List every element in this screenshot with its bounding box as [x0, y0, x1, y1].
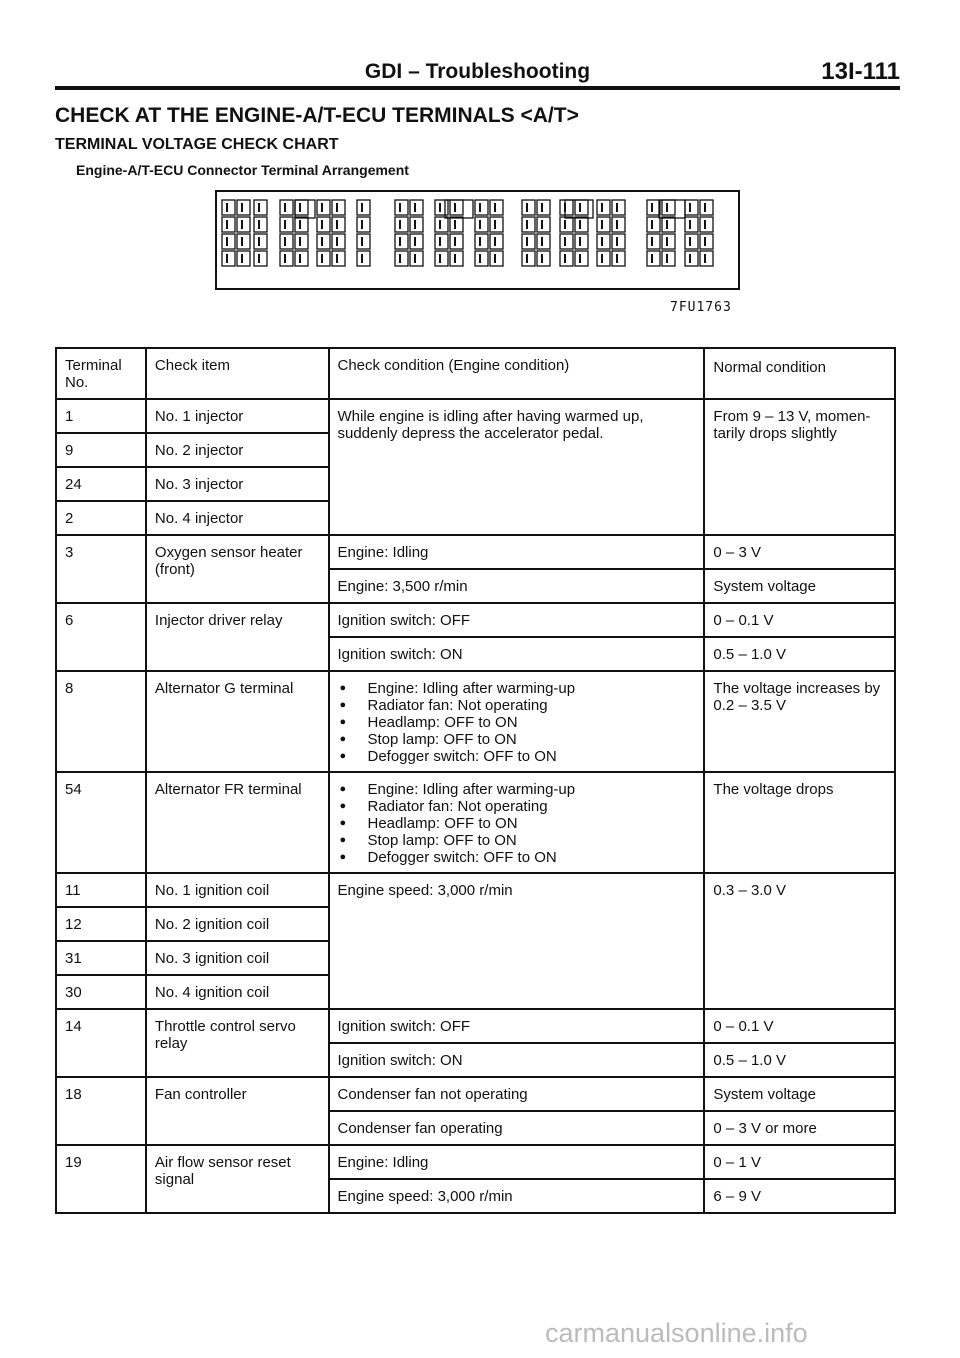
connector-pin	[395, 217, 408, 232]
connector-pin	[612, 217, 625, 232]
connector-pin	[537, 217, 550, 232]
connector-pin	[254, 200, 267, 215]
connector-pin	[522, 234, 535, 249]
normal-cell: 0 – 0.1 V	[704, 603, 895, 637]
connector-pin	[317, 200, 330, 215]
connector-pin	[560, 217, 573, 232]
table-header-row	[56, 348, 895, 399]
table-row	[56, 603, 895, 637]
table-row	[56, 772, 895, 873]
connector-pin	[254, 234, 267, 249]
connector-pin	[597, 251, 610, 266]
connector-pin	[222, 217, 235, 232]
item-cell: Fan controller	[146, 1077, 329, 1145]
connector-pin	[490, 217, 503, 232]
terminal-cell: 2	[56, 501, 146, 535]
condition-cell: Engine speed: 3,000 r/min	[329, 1179, 705, 1213]
connector-pin	[280, 251, 293, 266]
connector-pin	[490, 200, 503, 215]
connector-pin	[522, 217, 535, 232]
normal-cell: From 9 – 13 V, momen-tarily drops slightly	[704, 399, 895, 535]
table-row	[56, 1145, 895, 1179]
table-row	[56, 671, 895, 772]
normal-cell: System voltage	[704, 1077, 895, 1111]
connector-pin	[410, 234, 423, 249]
item-cell: Injector driver relay	[146, 603, 329, 671]
connector-pin	[647, 200, 660, 215]
connector-pin	[254, 217, 267, 232]
condition-bullet: ● Defogger switch: OFF to ON	[338, 849, 697, 866]
connector-pin	[317, 217, 330, 232]
connector-pin	[295, 234, 308, 249]
connector-pin	[612, 251, 625, 266]
table-row	[56, 873, 895, 907]
connector-pin	[357, 200, 370, 215]
terminal-cell: 1	[56, 399, 146, 433]
connector-pin	[295, 200, 308, 215]
condition-list	[338, 781, 697, 866]
connector-pin	[435, 234, 448, 249]
normal-cell: 0.3 – 3.0 V	[704, 873, 895, 1009]
condition-cell: While engine is idling after having warmed up, suddenly depress the accelerator pedal.	[329, 399, 705, 535]
connector-pin	[575, 234, 588, 249]
connector-pin	[522, 251, 535, 266]
header-check-item: Check item	[146, 348, 329, 399]
condition-bullet: ● Defogger switch: OFF to ON	[338, 748, 697, 765]
condition-cell	[329, 671, 705, 772]
connector-pin	[597, 234, 610, 249]
table-row	[56, 1009, 895, 1043]
connector-pin	[597, 200, 610, 215]
connector-pin	[410, 251, 423, 266]
connector-pin	[317, 251, 330, 266]
condition-cell	[329, 772, 705, 873]
terminal-cell: 24	[56, 467, 146, 501]
connector-pin	[700, 217, 713, 232]
table-row	[56, 535, 895, 569]
connector-pin	[450, 217, 463, 232]
connector-pin	[410, 200, 423, 215]
connector-pin	[685, 217, 698, 232]
condition-bullet: ● Engine: Idling after warming-up	[338, 781, 697, 798]
connector-pin	[662, 200, 675, 215]
connector-pin	[450, 200, 463, 215]
connector-pin	[662, 217, 675, 232]
connector-pin	[597, 217, 610, 232]
normal-cell: 0.5 – 1.0 V	[704, 1043, 895, 1077]
terminal-cell: 8	[56, 671, 146, 772]
normal-cell: 0 – 3 V or more	[704, 1111, 895, 1145]
terminal-cell: 11	[56, 873, 146, 907]
normal-cell: 0.5 – 1.0 V	[704, 637, 895, 671]
item-cell: Alternator G terminal	[146, 671, 329, 772]
connector-pin	[522, 200, 535, 215]
condition-cell: Engine: Idling	[329, 535, 705, 569]
section-title: CHECK AT THE ENGINE-A/T-ECU TERMINALS <A/T>	[55, 104, 579, 127]
connector-pin	[537, 234, 550, 249]
condition-cell: Ignition switch: OFF	[329, 1009, 705, 1043]
normal-cell: The voltage increases by 0.2 – 3.5 V	[704, 671, 895, 772]
connector-pin	[475, 234, 488, 249]
condition-cell: Condenser fan not operating	[329, 1077, 705, 1111]
item-cell: No. 3 ignition coil	[146, 941, 329, 975]
condition-bullet: ● Radiator fan: Not operating	[338, 798, 697, 815]
chart-title: TERMINAL VOLTAGE CHECK CHART	[55, 136, 339, 153]
terminal-cell: 54	[56, 772, 146, 873]
normal-cell: 0 – 1 V	[704, 1145, 895, 1179]
connector-pin	[662, 251, 675, 266]
item-cell: No. 3 injector	[146, 467, 329, 501]
header-normal-condition: Normal condition	[704, 348, 895, 399]
connector-pin	[700, 234, 713, 249]
connector-pin	[700, 251, 713, 266]
item-cell: No. 4 ignition coil	[146, 975, 329, 1009]
connector-pin	[410, 217, 423, 232]
connector-pin	[395, 200, 408, 215]
terminal-cell: 18	[56, 1077, 146, 1145]
connector-pin	[254, 251, 267, 266]
terminal-cell: 14	[56, 1009, 146, 1077]
condition-bullet: ● Stop lamp: OFF to ON	[338, 832, 697, 849]
connector-pin	[332, 217, 345, 232]
condition-bullet: ● Engine: Idling after warming-up	[338, 680, 697, 697]
connector-pin	[395, 251, 408, 266]
connector-pin	[222, 251, 235, 266]
connector-pin	[450, 251, 463, 266]
terminal-voltage-table	[55, 347, 896, 1214]
connector-pin	[560, 234, 573, 249]
page-header	[55, 58, 900, 90]
connector-pin	[685, 251, 698, 266]
connector-pin	[332, 234, 345, 249]
page-number: 13I-111	[821, 58, 900, 85]
item-cell: Alternator FR terminal	[146, 772, 329, 873]
connector-pin	[280, 200, 293, 215]
condition-bullet: ● Headlamp: OFF to ON	[338, 815, 697, 832]
connector-pin	[357, 251, 370, 266]
condition-cell: Ignition switch: ON	[329, 1043, 705, 1077]
condition-cell: Condenser fan operating	[329, 1111, 705, 1145]
terminal-cell: 12	[56, 907, 146, 941]
connector-pin	[700, 200, 713, 215]
connector-pin	[537, 251, 550, 266]
normal-cell: System voltage	[704, 569, 895, 603]
condition-list	[338, 680, 697, 765]
connector-pin	[450, 234, 463, 249]
connector-pin	[575, 251, 588, 266]
condition-cell: Engine speed: 3,000 r/min	[329, 873, 705, 1009]
item-cell: Throttle control servo relay	[146, 1009, 329, 1077]
connector-pin	[435, 217, 448, 232]
connector-pin	[560, 200, 573, 215]
item-cell: No. 4 injector	[146, 501, 329, 535]
connector-pin	[222, 234, 235, 249]
connector-pin-grid	[217, 192, 738, 288]
connector-pin	[237, 217, 250, 232]
normal-cell: The voltage drops	[704, 772, 895, 873]
figure-code: 7FU1763	[670, 300, 732, 315]
terminal-cell: 19	[56, 1145, 146, 1213]
item-cell: No. 2 ignition coil	[146, 907, 329, 941]
condition-cell: Ignition switch: ON	[329, 637, 705, 671]
connector-pin	[647, 217, 660, 232]
connector-pin	[317, 234, 330, 249]
terminal-cell: 6	[56, 603, 146, 671]
connector-pin	[685, 234, 698, 249]
terminal-cell: 3	[56, 535, 146, 603]
item-cell: No. 1 injector	[146, 399, 329, 433]
connector-pin	[575, 200, 588, 215]
item-cell: No. 2 injector	[146, 433, 329, 467]
condition-bullet: ● Radiator fan: Not operating	[338, 697, 697, 714]
connector-pin	[357, 217, 370, 232]
connector-pin	[647, 251, 660, 266]
condition-cell: Engine: Idling	[329, 1145, 705, 1179]
normal-cell: 0 – 3 V	[704, 535, 895, 569]
header-terminal: Terminal No.	[56, 348, 146, 399]
connector-diagram	[215, 190, 740, 290]
connector-pin	[475, 251, 488, 266]
connector-pin	[475, 200, 488, 215]
connector-pin	[575, 217, 588, 232]
header-title: GDI – Troubleshooting	[364, 60, 591, 83]
connector-pin	[332, 251, 345, 266]
arrangement-title: Engine-A/T-ECU Connector Terminal Arrangement	[76, 162, 409, 178]
connector-pin	[295, 251, 308, 266]
connector-pin	[612, 234, 625, 249]
item-cell: Oxygen sensor heater (front)	[146, 535, 329, 603]
connector-pin	[490, 251, 503, 266]
connector-pin	[295, 217, 308, 232]
condition-cell: Ignition switch: OFF	[329, 603, 705, 637]
connector-pin	[475, 217, 488, 232]
connector-pin	[280, 234, 293, 249]
connector-pin	[647, 234, 660, 249]
connector-pin	[280, 217, 293, 232]
connector-pin	[237, 234, 250, 249]
connector-pin	[612, 200, 625, 215]
connector-pin	[222, 200, 235, 215]
terminal-cell: 31	[56, 941, 146, 975]
terminal-cell: 9	[56, 433, 146, 467]
item-cell: Air flow sensor reset signal	[146, 1145, 329, 1213]
connector-pin	[357, 234, 370, 249]
connector-pin	[237, 251, 250, 266]
connector-pin	[490, 234, 503, 249]
header-check-condition: Check condition (Engine condition)	[329, 348, 705, 399]
condition-cell: Engine: 3,500 r/min	[329, 569, 705, 603]
connector-pin	[560, 251, 573, 266]
condition-bullet: ● Headlamp: OFF to ON	[338, 714, 697, 731]
connector-pin	[332, 200, 345, 215]
connector-pin	[435, 251, 448, 266]
connector-pin	[662, 234, 675, 249]
item-cell: No. 1 ignition coil	[146, 873, 329, 907]
watermark: carmanualsonline.info	[545, 1318, 808, 1348]
connector-pin	[537, 200, 550, 215]
condition-bullet: ● Stop lamp: OFF to ON	[338, 731, 697, 748]
connector-pin	[395, 234, 408, 249]
connector-pin	[237, 200, 250, 215]
table-row	[56, 399, 895, 433]
normal-cell: 0 – 0.1 V	[704, 1009, 895, 1043]
connector-pin	[685, 200, 698, 215]
normal-cell: 6 – 9 V	[704, 1179, 895, 1213]
table-row	[56, 1077, 895, 1111]
terminal-cell: 30	[56, 975, 146, 1009]
connector-pin	[435, 200, 448, 215]
